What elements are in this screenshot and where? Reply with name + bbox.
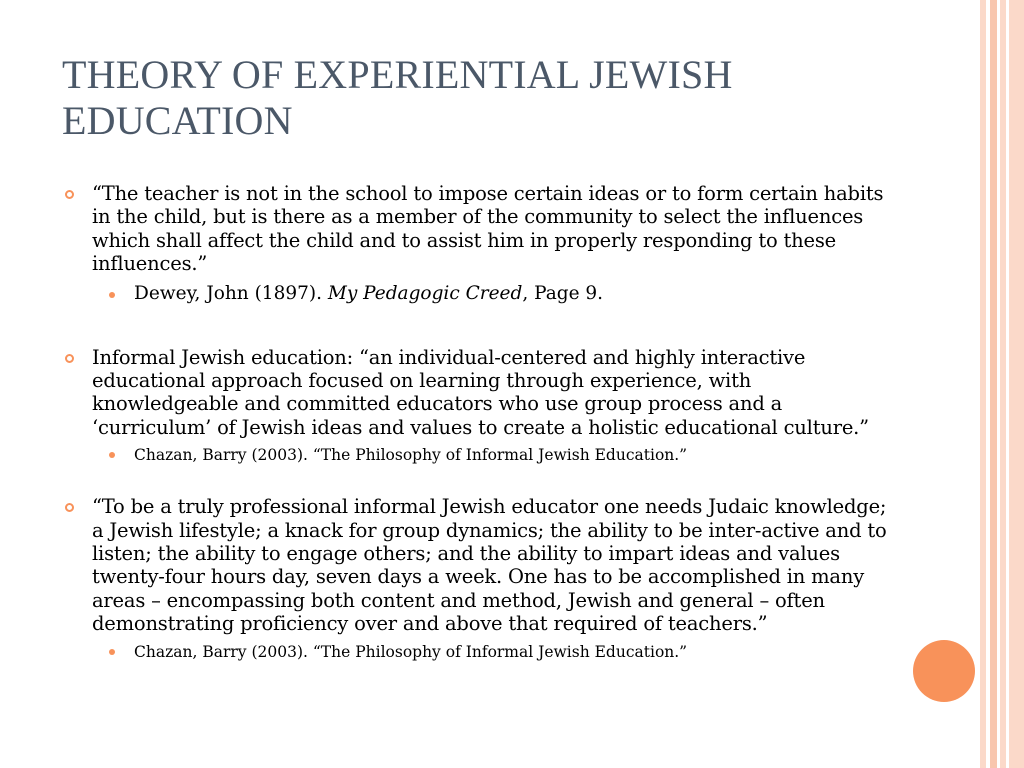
stripe xyxy=(990,0,997,768)
citation-text: Dewey, John (1897). xyxy=(134,282,328,304)
citation-dewey xyxy=(62,282,892,306)
bullet-text: “To be a truly professional informal Jewish educator one needs Judaic knowledge; a Jewish lifestyle; a knack for group dynamics; the ability to be inter-active and to listen; the ability to engage others; and the ability to impart ideas and values twenty-four hours day, seven days a week. One has to be accomplished in many areas – encompassing both content and method, Jewish and general – often demonstrating proficiency over and above that required of teachers.” xyxy=(92,495,887,636)
citation-chazan xyxy=(62,642,892,662)
bullet-dewey-quote xyxy=(62,182,892,276)
bullet-text: “The teacher is not in the school to impose certain ideas or to form certain habits in the child, but is there as a member of the community to select the influences which shall affect the child and to assist him in properly responding to these influences.” xyxy=(92,182,884,276)
slide-body xyxy=(62,182,892,662)
stripe xyxy=(1000,0,1024,768)
ring-bullet-icon xyxy=(65,354,74,363)
dot-bullet-icon xyxy=(109,649,115,655)
decorative-stripes xyxy=(980,0,1024,768)
bullet-professional-educator-quote xyxy=(62,495,892,635)
ring-bullet-icon xyxy=(65,190,74,199)
citation-text: Chazan, Barry (2003). “The Philosophy of Informal Jewish Education.” xyxy=(134,642,688,661)
ring-bullet-icon xyxy=(65,503,74,512)
decorative-circle xyxy=(913,640,975,702)
citation-chazan xyxy=(62,445,892,465)
slide-title: THEORY OF EXPERIENTIAL JEWISH EDUCATION xyxy=(62,52,733,143)
stripe xyxy=(1006,0,1009,768)
bullet-informal-education-definition xyxy=(62,346,892,440)
bullet-text: Informal Jewish education: “an individual-centered and highly interactive educational approach focused on learning through experience, with knowledgeable and committed educators who use group process and a ‘curriculum’ of Jewish ideas and values to create a holistic educational culture.” xyxy=(92,345,869,439)
citation-book-title: My Pedagogic Creed xyxy=(327,282,523,304)
dot-bullet-icon xyxy=(109,292,115,298)
dot-bullet-icon xyxy=(109,452,115,458)
citation-page: , Page 9. xyxy=(522,282,604,304)
citation-text: Chazan, Barry (2003). “The Philosophy of Informal Jewish Education.” xyxy=(134,446,688,465)
